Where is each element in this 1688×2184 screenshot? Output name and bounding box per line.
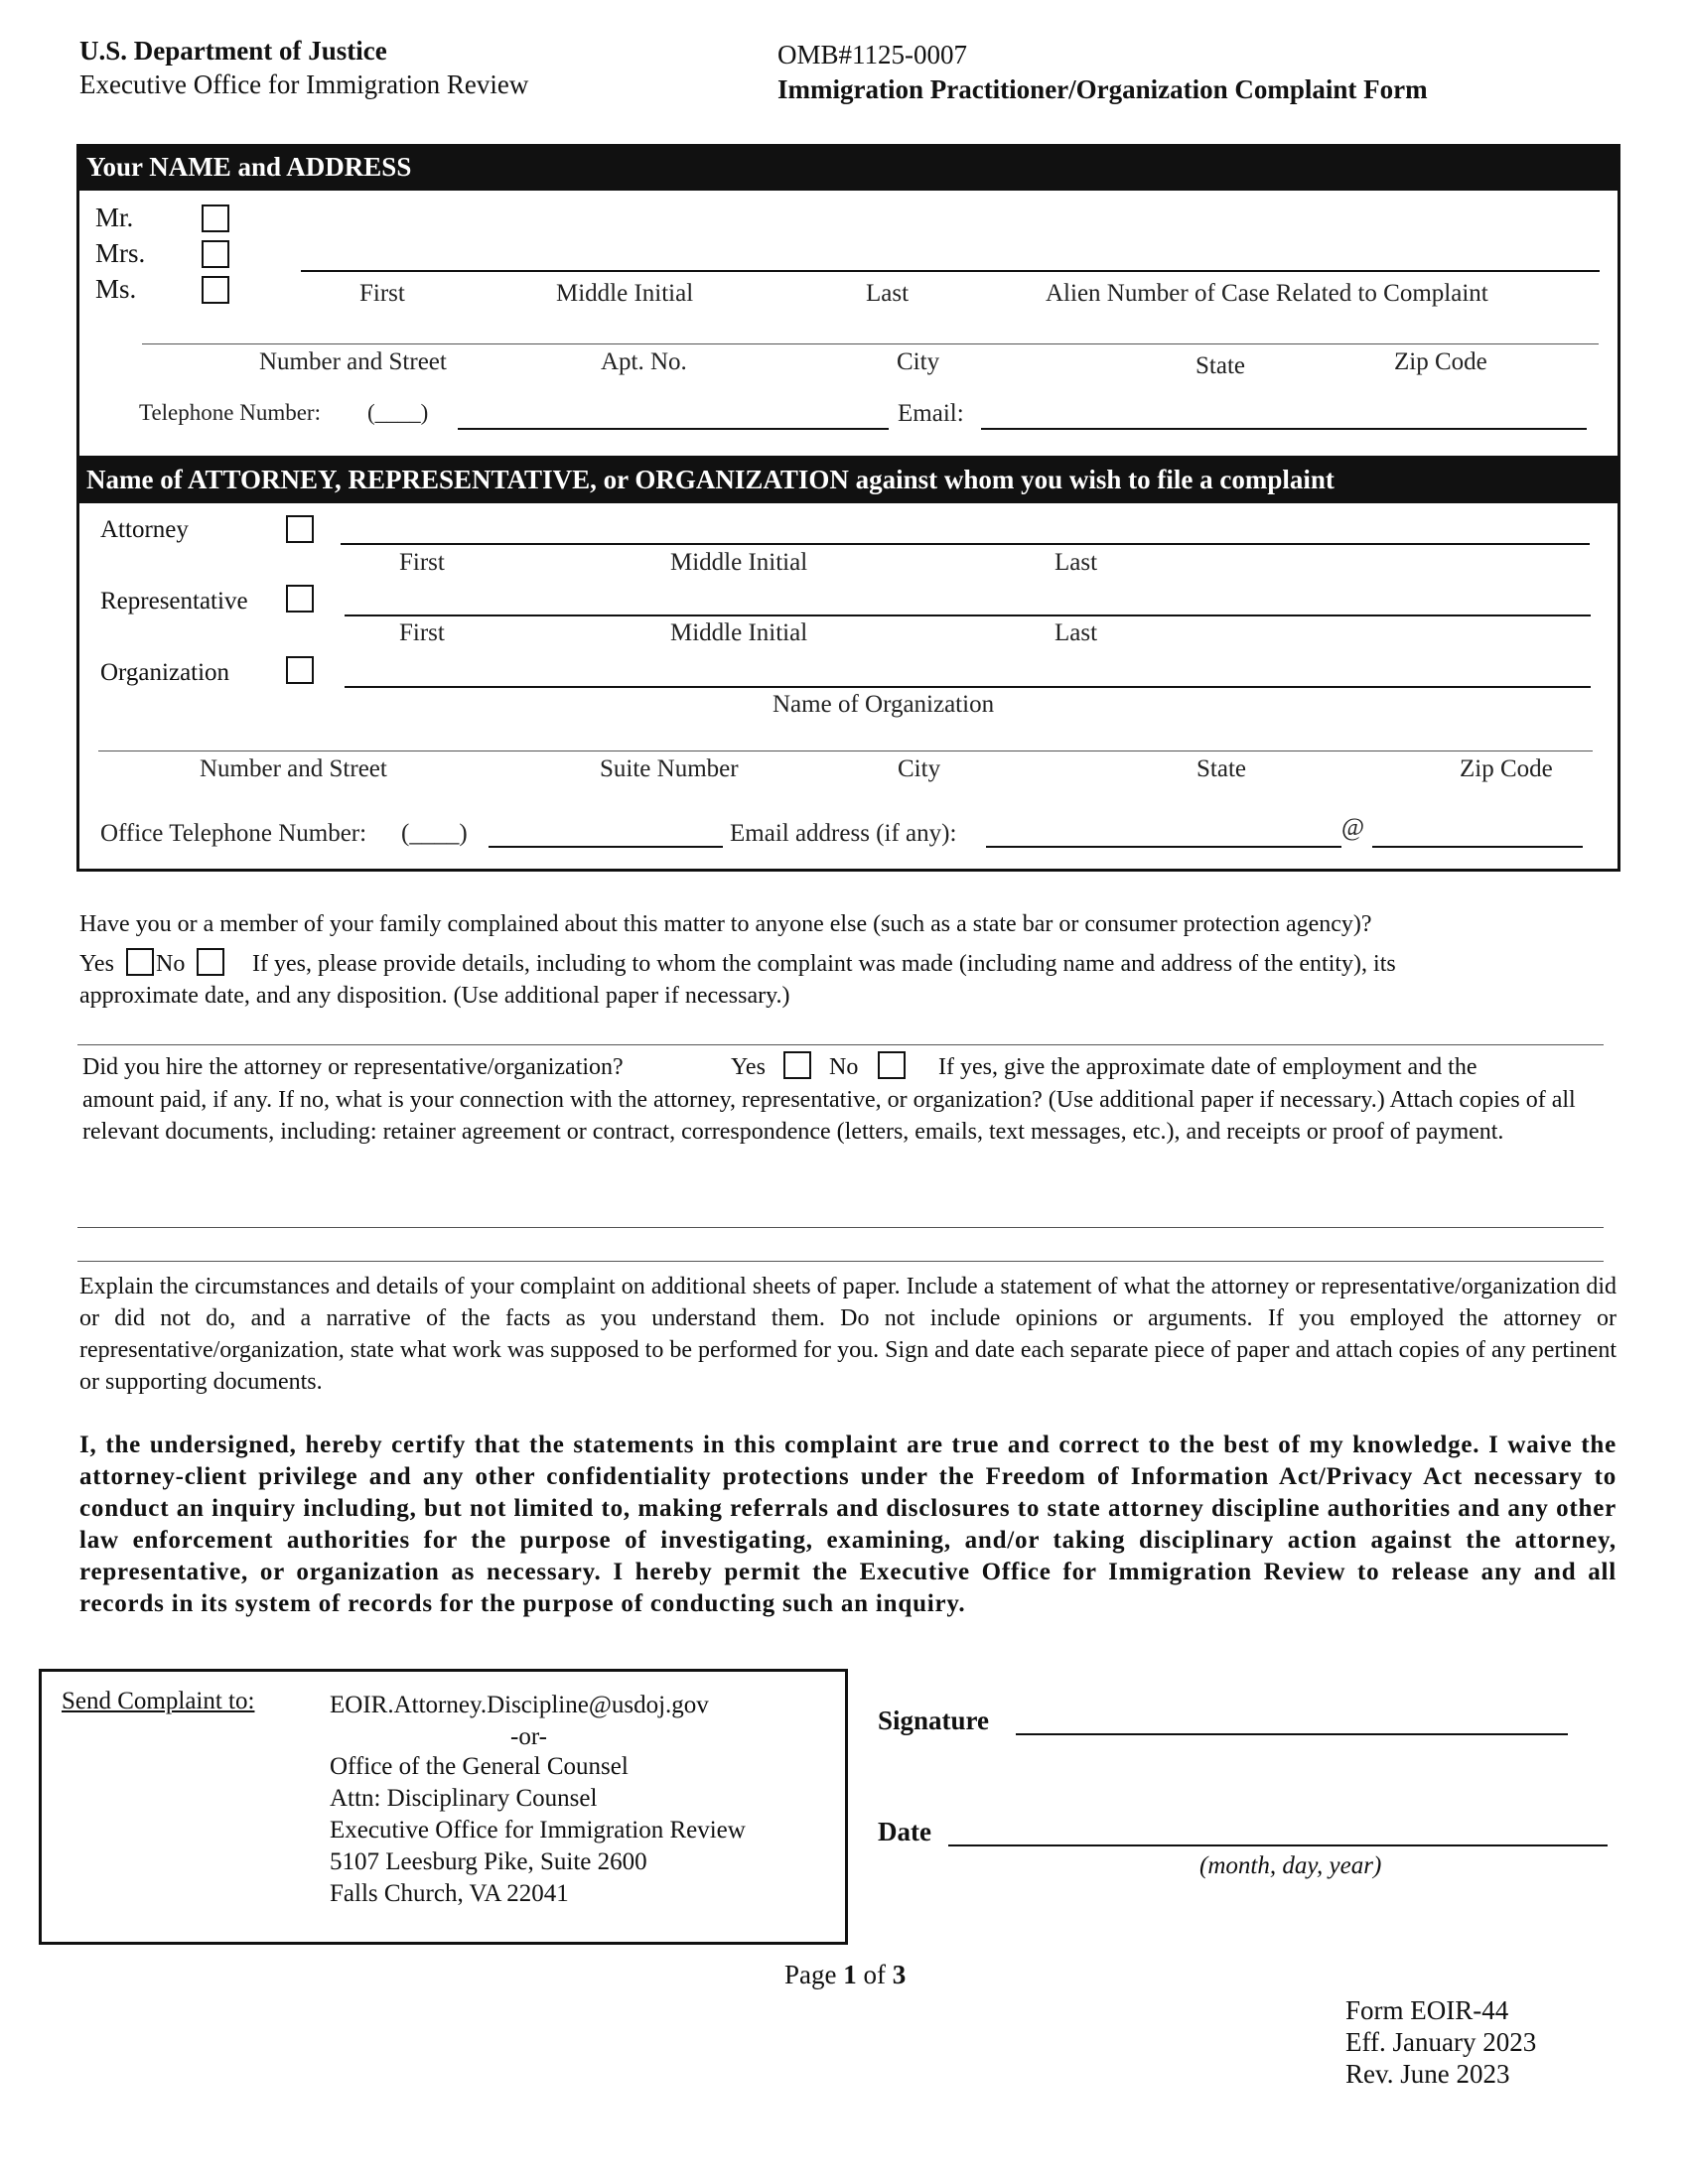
office-telephone-input-line[interactable] <box>489 846 723 848</box>
email-label: Email: <box>898 400 964 427</box>
title-option-ms: Ms. <box>95 274 137 304</box>
signature-line[interactable] <box>1016 1733 1568 1735</box>
office-telephone-label: Office Telephone Number: <box>100 820 367 847</box>
respondent-suite-label: Suite Number <box>600 755 739 782</box>
office-email-user-line[interactable] <box>986 846 1341 848</box>
q1-no-checkbox[interactable] <box>197 948 224 976</box>
representative-name-line[interactable] <box>345 614 1591 616</box>
telephone-label: Telephone Number: <box>139 400 321 425</box>
explain-paragraph: Explain the circumstances and details of your complaint on additional sheets of paper. Include a statement of what the attorney or representative/organization did or did not do, and a narrative of the facts as you understand them. Do not include opinions or arguments. If you employed the attorney or representative/organization, state what work was supposed to be performed for you. Sign and date each separate piece of paper and attach copies of any pertinent or supporting documents. <box>79 1274 1617 1395</box>
respondent-city-label: City <box>898 755 941 782</box>
first-name-label: First <box>359 280 405 307</box>
title-option-mrs: Mrs. <box>95 238 146 268</box>
send-address-line: Office of the General Counsel <box>330 1753 629 1780</box>
office-email-label: Email address (if any): <box>730 820 957 847</box>
representative-last-label: Last <box>1055 619 1098 646</box>
attorney-last-label: Last <box>1055 549 1098 576</box>
department-name: U.S. Department of Justice <box>79 36 387 66</box>
complainant-name-line[interactable] <box>301 270 1600 272</box>
q1-question: Have you or a member of your family complained about this matter to anyone else (such as a state bar or consumer protection agency)? <box>79 911 1372 937</box>
page-number <box>784 1960 906 1990</box>
form-identifier: Form EOIR-44 <box>1345 1995 1509 2025</box>
organization-name-label: Name of Organization <box>773 691 995 718</box>
email-input-line[interactable] <box>981 428 1587 430</box>
middle-initial-label: Middle Initial <box>556 280 694 307</box>
street-label: Number and Street <box>259 348 447 375</box>
q2-yes-label: Yes <box>731 1054 766 1080</box>
zip-label: Zip Code <box>1394 348 1487 375</box>
office-area-code: (____) <box>401 820 468 847</box>
form-revision-date: Rev. June 2023 <box>1345 2059 1510 2089</box>
send-complaint-label: Send Complaint to: <box>62 1688 255 1714</box>
send-address-line: Falls Church, VA 22041 <box>330 1880 569 1907</box>
section-respondent-heading: Name of ATTORNEY, REPRESENTATIVE, or ORGANIZATION against whom you wish to file a complaint <box>76 456 1620 503</box>
respondent-state-label: State <box>1196 755 1246 782</box>
page-current: 1 <box>843 1960 857 1989</box>
q2-details-rest: amount paid, if any. If no, what is your connection with the attorney, representative, or organization? (Use additional paper if necessary.) Attach copies of all relevant documents, including: retainer agreement or contract, correspondence (letters, emails, text messages, etc.), and receipts or proof of payment. <box>82 1087 1576 1145</box>
state-label: State <box>1196 352 1245 379</box>
representative-checkbox[interactable] <box>286 585 314 613</box>
telephone-area-code: (____) <box>367 400 429 425</box>
date-format-hint: (month, day, year) <box>1199 1852 1382 1879</box>
complainant-address-line[interactable] <box>142 343 1599 344</box>
send-address-line: Executive Office for Immigration Review <box>330 1817 746 1843</box>
send-address-line: Attn: Disciplinary Counsel <box>330 1785 598 1812</box>
send-address-line: 5107 Leesburg Pike, Suite 2600 <box>330 1848 647 1875</box>
q1-yes-checkbox[interactable] <box>126 948 154 976</box>
office-name: Executive Office for Immigration Review <box>79 69 529 99</box>
attorney-checkbox[interactable] <box>286 515 314 543</box>
date-line[interactable] <box>948 1844 1608 1846</box>
q2-no-checkbox[interactable] <box>878 1051 906 1079</box>
email-at-sign: @ <box>1341 814 1365 841</box>
q1-no-label: No <box>156 951 186 977</box>
page-of: of <box>863 1960 886 1989</box>
q1-yes-label: Yes <box>79 951 114 977</box>
telephone-input-line[interactable] <box>458 428 889 430</box>
representative-label: Representative <box>100 588 248 614</box>
q2-answer-line-2[interactable] <box>77 1261 1604 1262</box>
q2-yes-checkbox[interactable] <box>783 1051 811 1079</box>
send-or-separator: -or- <box>510 1723 547 1750</box>
attorney-name-line[interactable] <box>341 543 1590 545</box>
organization-name-line[interactable] <box>345 686 1591 688</box>
respondent-street-label: Number and Street <box>200 755 387 782</box>
representative-middle-label: Middle Initial <box>670 619 808 646</box>
q2-answer-line-1[interactable] <box>77 1227 1604 1228</box>
attorney-middle-label: Middle Initial <box>670 549 808 576</box>
section-your-name-heading: Your NAME and ADDRESS <box>76 144 1620 191</box>
omb-number: OMB#1125-0007 <box>777 40 968 69</box>
city-label: City <box>897 348 940 375</box>
form-effective-date: Eff. January 2023 <box>1345 2027 1537 2057</box>
page-prefix: Page <box>784 1960 837 1989</box>
organization-checkbox[interactable] <box>286 656 314 684</box>
q2-question: Did you hire the attorney or representative/organization? <box>82 1054 624 1080</box>
send-email-address[interactable]: EOIR.Attorney.Discipline@usdoj.gov <box>330 1692 709 1718</box>
apt-label: Apt. No. <box>601 348 687 375</box>
alien-number-label: Alien Number of Case Related to Complaint <box>1046 280 1488 307</box>
mr-checkbox[interactable] <box>202 205 229 232</box>
last-name-label: Last <box>866 280 910 307</box>
q2-no-label: No <box>829 1054 859 1080</box>
office-email-domain-line[interactable] <box>1372 846 1583 848</box>
title-option-mr: Mr. <box>95 203 134 232</box>
respondent-zip-label: Zip Code <box>1460 755 1553 782</box>
q1-details-line2: approximate date, and any disposition. (Use additional paper if necessary.) <box>79 983 790 1009</box>
organization-label: Organization <box>100 659 230 686</box>
attorney-label: Attorney <box>100 516 189 543</box>
date-label: Date <box>878 1817 931 1846</box>
mrs-checkbox[interactable] <box>202 240 229 268</box>
representative-first-label: First <box>399 619 445 646</box>
q1-answer-line[interactable] <box>77 1044 1604 1045</box>
signature-label: Signature <box>878 1706 990 1735</box>
q2-details-first: If yes, give the approximate date of employment and the <box>938 1054 1477 1080</box>
ms-checkbox[interactable] <box>202 276 229 304</box>
form-title: Immigration Practitioner/Organization Complaint Form <box>777 74 1428 104</box>
page-total: 3 <box>892 1960 907 1989</box>
q1-details-line1: If yes, please provide details, including to whom the complaint was made (including name and address of the entity), its <box>252 951 1396 977</box>
attorney-first-label: First <box>399 549 445 576</box>
certification-statement: I, the undersigned, hereby certify that the statements in this complaint are true and correct to the best of my knowledge. I waive the attorney-client privilege and any other confidentiality protections under the Freedom of Information Act/Privacy Act necessary to conduct an inquiry including, but not limited to, making referrals and disclosures to state attorney discipline authorities and any other law enforcement authorities for the purpose of investigating, examining, and/or taking disciplinary action against the attorney, representative, or organization as necessary. I hereby permit the Executive Office for Immigration Review to release any and all records in its system of records for the purpose of conducting such an inquiry. <box>79 1432 1617 1617</box>
